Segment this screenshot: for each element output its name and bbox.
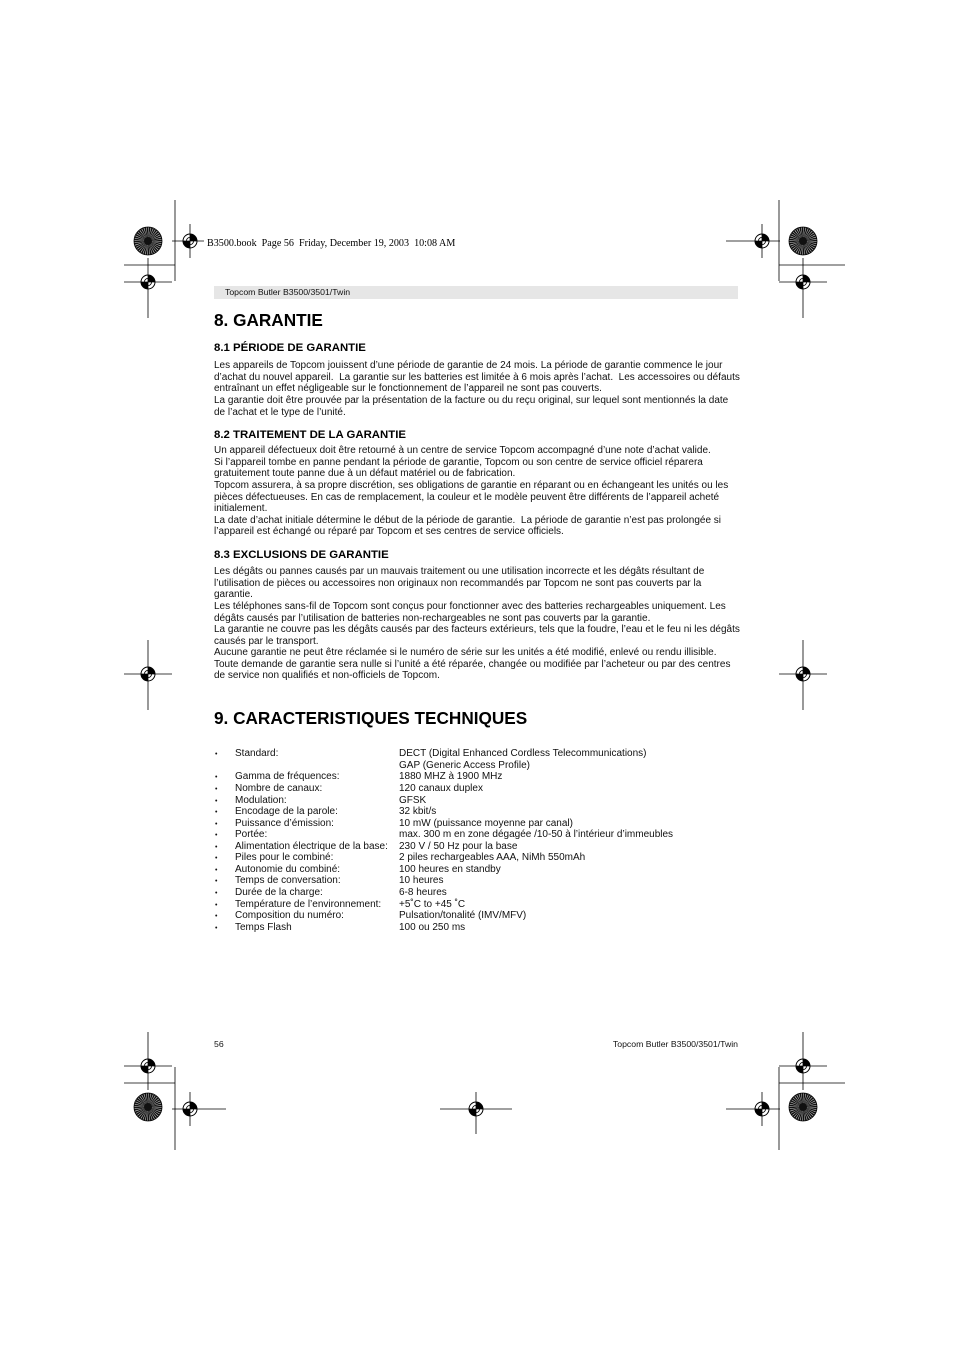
spec-label: Autonomie du combiné:: [235, 863, 341, 875]
spec-value-line: 100 ou 250 ms: [399, 921, 466, 933]
header-bar: [214, 286, 738, 299]
spec-value-line: DECT (Digital Enhanced Cordless Telecommunications): [399, 748, 647, 760]
registration-mark-left-upper: [124, 258, 172, 318]
spec-value-line: GFSK: [399, 794, 427, 806]
paragraph-line: Toute demande de garantie sera nulle si l’unité a été réparée, changée ou modifiée par l’acheteur ou par des centres: [214, 658, 731, 670]
starburst-mark-top-left: [134, 227, 162, 255]
spec-value: [399, 748, 738, 771]
registration-mark-bottom-right: [726, 1092, 780, 1126]
registration-mark-bottom-left: [172, 1092, 226, 1126]
spec-value-line: 230 V / 50 Hz pour la base: [399, 840, 518, 852]
bullet-cell: [214, 806, 235, 818]
paragraph-line: pièces défectueuses. En cas de remplacement, la couleur et le modèle peuvent être différents de l’appareil acheté: [214, 491, 720, 503]
paragraph-line: La garantie doit être prouvée par la présentation de la facture ou du reçu original, sur lequel sont mentionnés la date: [214, 395, 729, 407]
bullet-cell: [214, 875, 235, 887]
paragraph-line: La date d’achat initiale détermine le début de la période de garantie. La période de garantie n’est pas prolongée si: [214, 514, 722, 526]
bullet-cell: [214, 771, 235, 783]
section-8-1-body: [214, 360, 740, 418]
bullet: •: [215, 843, 218, 851]
bullet-cell: [214, 748, 235, 760]
spec-row: [214, 748, 738, 771]
paragraph-line: causés par le transport.: [214, 635, 319, 647]
spec-row: [214, 841, 738, 853]
registration-mark-bottom-middle: [440, 1092, 512, 1134]
bullet: •: [215, 751, 218, 759]
paragraph-line: l’utilisation de pièces ou accessoires non originaux non recommandés par Topcom ne sont pas couverts par la: [214, 577, 702, 589]
footer: [214, 1039, 738, 1050]
bullet: •: [215, 820, 218, 828]
section-8-3-body: [214, 566, 740, 681]
bullet: •: [215, 901, 218, 909]
registration-mark-top-right: [726, 224, 780, 258]
starburst-mark-bottom-left: [134, 1093, 162, 1121]
paragraph-line: Les dégâts ou pannes causés par un mauvais traitement ou une utilisation incorrecte et les dégâts résultant de: [214, 566, 705, 578]
spec-label: Alimentation électrique de la base:: [235, 840, 388, 852]
spec-value-line: GAP (Generic Access Profile): [399, 759, 530, 771]
spec-label: Piles pour le combiné:: [235, 852, 334, 864]
paragraph-line: entraînant un effet négligeable sur le fonctionnement de l’appareil ne sont pas couverts.: [214, 383, 602, 395]
paragraph-line: dégâts causés par l’utilisation de batteries non-rechargeables ne sont pas couverts par la garantie.: [214, 612, 651, 624]
bullet: •: [215, 924, 218, 932]
spec-label: Gamma de fréquences:: [235, 771, 340, 783]
spec-label: Température de l’environnement:: [235, 898, 382, 910]
bullet: •: [215, 913, 218, 921]
spec-value-line: 10 heures: [399, 875, 444, 887]
registration-mark-left-middle: [124, 640, 172, 710]
paragraph-line: La garantie ne couvre pas les dégâts causés par des facteurs extérieurs, tels que la foudre, l’eau et le feu ni les dégâts: [214, 624, 740, 636]
spec-value: [399, 922, 738, 934]
paragraph-line: Les appareils de Topcom jouissent d’une période de garantie de 24 mois. La période de garantie commence le jour: [214, 360, 723, 372]
registration-mark-right-middle: [779, 640, 827, 710]
spec-value-line: 10 mW (puissance moyenne par canal): [399, 817, 573, 829]
registration-mark-top-left: [172, 224, 204, 258]
paragraph-line: l’appareil est échangé ou réparé par Topcom et ses centres de service officiels.: [214, 526, 564, 538]
spec-value: [399, 771, 738, 783]
chapter-8-title: 8. GARANTIE: [214, 310, 323, 330]
chapter-9-title: 9. CARACTERISTIQUES TECHNIQUES: [214, 708, 528, 728]
bullet-cell: [214, 887, 235, 899]
spec-row: [214, 795, 738, 807]
spec-row: [214, 899, 738, 911]
spec-label: Standard:: [235, 748, 279, 760]
paragraph-line: gratuitement toute panne due à un défaut matériel ou de fabrication.: [214, 468, 516, 480]
spec-label: Temps de conversation:: [235, 875, 341, 887]
paragraph-line: Aucune garantie ne peut être réclamée si le numéro de série sur les unités a été modifié, enlevé ou rendu illisible.: [214, 647, 717, 659]
bullet-cell: [214, 922, 235, 934]
bullet: •: [215, 809, 218, 817]
spec-row: [214, 829, 738, 841]
registration-mark-left-lower: [124, 1032, 172, 1090]
bullet: •: [215, 797, 218, 805]
spec-label: Temps Flash: [235, 921, 292, 933]
page-number: 56: [214, 1039, 224, 1050]
spec-value-line: Pulsation/tonalité (IMV/MFV): [399, 910, 527, 922]
spec-value: [399, 899, 738, 911]
spec-row: [214, 887, 738, 899]
paragraph-line: Topcom assurera, à sa propre discrétion, ses obligations de garantie en réparant ou en échangeant les unités ou les: [214, 480, 729, 492]
paragraph-line: de l’achat et le type de l’unité.: [214, 406, 346, 418]
spec-value: [399, 910, 738, 922]
bullet-cell: [214, 795, 235, 807]
running-title: Topcom Butler B3500/3501/Twin: [225, 287, 351, 297]
paragraph-line: de service non qualifiés et non-officiels de Topcom.: [214, 670, 440, 682]
starburst-mark-bottom-right: [789, 1093, 817, 1121]
bullet-cell: [214, 818, 235, 830]
spec-row: [214, 783, 738, 795]
spec-label: Composition du numéro:: [235, 910, 344, 922]
spec-value-line: 2 piles rechargeables AAA, NiMh 550mAh: [399, 852, 586, 864]
paragraph-line: garantie.: [214, 589, 253, 601]
spec-row: [214, 910, 738, 922]
spec-list: [214, 748, 738, 933]
spec-value-line: 6-8 heures: [399, 886, 447, 898]
paragraph-line: Si l’appareil tombe en panne pendant la période de garantie, Topcom ou son centre de service officiel réparera: [214, 456, 703, 468]
bullet-cell: [214, 829, 235, 841]
bullet: •: [215, 889, 218, 897]
section-8-2-body: [214, 445, 728, 537]
spec-value: [399, 806, 738, 818]
bullet: •: [215, 786, 218, 794]
spec-value: [399, 841, 738, 853]
starburst-mark-top-right: [789, 227, 817, 255]
spec-value: [399, 795, 738, 807]
registration-mark-right-upper: [779, 258, 827, 318]
spec-value: [399, 887, 738, 899]
spec-value: [399, 783, 738, 795]
spec-value-line: 1880 MHZ à 1900 MHz: [399, 771, 503, 783]
spec-value-line: max. 300 m en zone dégagée /10-50 à l’intérieur d’immeubles: [399, 829, 674, 841]
spec-label: Modulation:: [235, 794, 287, 806]
section-heading-8-3: 8.3 EXCLUSIONS DE GARANTIE: [214, 549, 389, 561]
footer-running-title: Topcom Butler B3500/3501/Twin: [612, 1039, 738, 1050]
spec-label: Nombre de canaux:: [235, 783, 323, 795]
spec-label: Encodage de la parole:: [235, 806, 338, 818]
registration-mark-right-lower: [779, 1032, 827, 1090]
paragraph-line: Les téléphones sans-fil de Topcom sont conçus pour fonctionner avec des batteries rechargeables uniquement. Les: [214, 601, 726, 613]
bullet: •: [215, 878, 218, 886]
spec-row: [214, 922, 738, 934]
bullet-cell: [214, 910, 235, 922]
spec-value: [399, 818, 738, 830]
paragraph-line: Un appareil défectueux doit être retourné à un centre de service Topcom accompagné d’une note d’achat valide.: [214, 445, 711, 457]
section-heading-8-2: 8.2 TRAITEMENT DE LA GARANTIE: [214, 429, 406, 441]
bullet-cell: [214, 899, 235, 911]
paragraph-line: d’achat du nouvel appareil. La garantie sur les batteries est limitée à 6 mois après l’achat. Les accessoires ou défauts: [214, 371, 740, 383]
bullet: •: [215, 866, 218, 874]
book-info-line: B3500.book Page 56 Friday, December 19, 2003 10:08 AM: [207, 238, 456, 249]
spec-value: [399, 864, 738, 876]
spec-label: Portée:: [235, 829, 268, 841]
spec-row: [214, 806, 738, 818]
bullet-cell: [214, 852, 235, 864]
spec-row: [214, 818, 738, 830]
bullet-cell: [214, 841, 235, 853]
bullet-cell: [214, 864, 235, 876]
bullet: •: [215, 855, 218, 863]
spec-value-line: 100 heures en standby: [399, 863, 501, 875]
section-heading-8-1: 8.1 PÉRIODE DE GARANTIE: [214, 342, 366, 354]
spec-row: [214, 771, 738, 783]
spec-value: [399, 875, 738, 887]
bullet: •: [215, 832, 218, 840]
bullet: •: [215, 774, 218, 782]
spec-value-line: +5˚C to +45 ˚C: [399, 898, 466, 910]
spec-value-line: 120 canaux duplex: [399, 783, 483, 795]
spec-value-line: 32 kbit/s: [399, 806, 437, 818]
spec-value: [399, 852, 738, 864]
spec-row: [214, 852, 738, 864]
spec-label: Puissance d’émission:: [235, 817, 334, 829]
spec-value: [399, 829, 738, 841]
spec-row: [214, 875, 738, 887]
spec-label: Durée de la charge:: [235, 886, 323, 898]
paragraph-line: initialement.: [214, 503, 268, 515]
bullet-cell: [214, 783, 235, 795]
spec-row: [214, 864, 738, 876]
